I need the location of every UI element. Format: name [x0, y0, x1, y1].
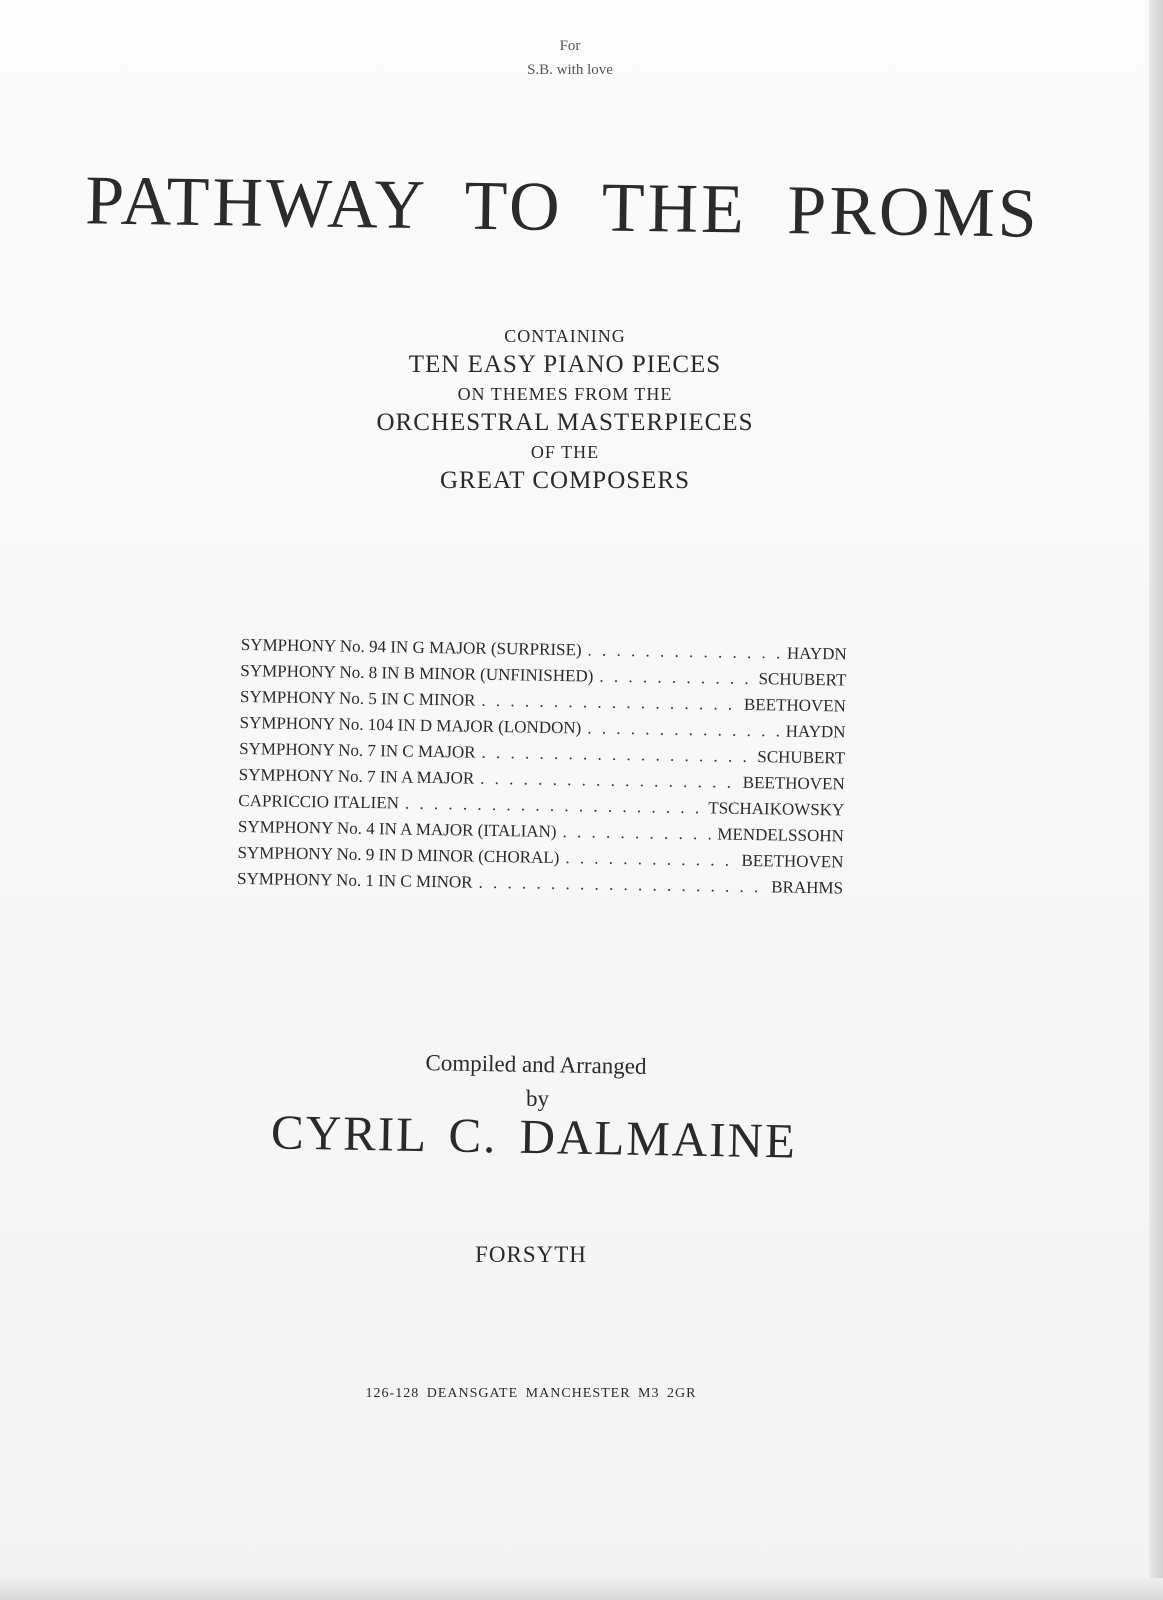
piece-title: SYMPHONY No. 7 IN C MAJOR — [239, 738, 476, 762]
dedication-line-2: S.B. with love — [527, 62, 613, 78]
piece-title: SYMPHONY No. 104 IN D MAJOR (LONDON) — [239, 712, 582, 738]
piece-composer: HAYDN — [786, 643, 847, 664]
contents-line-2: TEN EASY PIANO PIECES — [408, 351, 722, 378]
contents-line-3: ON THEMES FROM THE — [457, 384, 673, 404]
publisher-name: FORSYTH — [475, 1242, 587, 1267]
piece-title: SYMPHONY No. 4 IN A MAJOR (ITALIAN) — [237, 816, 557, 841]
contents-description — [0, 322, 1130, 496]
piece-title: SYMPHONY No. 94 IN G MAJOR (SURPRISE) — [240, 634, 582, 660]
piece-title: SYMPHONY No. 9 IN D MINOR (CHORAL) — [237, 842, 560, 868]
piece-composer: TSCHAIKOWSKY — [708, 798, 845, 820]
dot-leader — [478, 870, 765, 900]
piece-title: SYMPHONY No. 5 IN C MINOR — [239, 686, 476, 710]
piece-composer: MENDELSSOHN — [717, 824, 845, 846]
piece-composer: SCHUBERT — [757, 747, 846, 768]
by-line: by — [526, 1086, 549, 1111]
piece-title: SYMPHONY No. 7 IN A MAJOR — [238, 764, 475, 788]
compiled-line: Compiled and Arranged — [425, 1050, 647, 1079]
dot-leader — [565, 845, 735, 874]
contents-line-1: CONTAINING — [504, 326, 626, 346]
contents-line-4: ORCHESTRAL MASTERPIECES — [376, 409, 754, 436]
dot-leader — [587, 715, 780, 744]
dedication-line-1: For — [559, 38, 581, 54]
piece-title: SYMPHONY No. 1 IN C MINOR — [236, 868, 473, 892]
dedication — [0, 34, 1140, 82]
dot-leader — [480, 766, 737, 796]
piece-composer: BRAHMS — [771, 877, 844, 898]
dot-leader — [562, 819, 711, 847]
contents-line-6: GREAT COMPOSERS — [439, 467, 691, 494]
piece-composer: BEETHOVEN — [742, 772, 845, 794]
author-name: CYRIL C. DALMAINE — [270, 1104, 798, 1169]
piece-composer: SCHUBERT — [758, 669, 847, 690]
page-bottom-edge — [0, 1578, 1163, 1600]
dot-leader — [587, 637, 781, 666]
piece-composer: BEETHOVEN — [741, 850, 844, 872]
dot-leader — [481, 688, 738, 718]
piece-title: SYMPHONY No. 8 IN B MINOR (UNFINISHED) — [240, 660, 594, 686]
piece-composer: BEETHOVEN — [743, 694, 847, 716]
book-title: PATHWAY TO THE PROMS — [84, 162, 1041, 253]
piece-title: CAPRICCIO ITALIEN — [238, 790, 400, 813]
page-edge-shadow — [1149, 0, 1163, 1600]
piece-composer: HAYDN — [785, 721, 846, 742]
piece-list — [237, 632, 847, 901]
publisher-address: 126-128 DEANSGATE MANCHESTER M3 2GR — [365, 1386, 697, 1401]
dot-leader — [599, 664, 753, 692]
contents-line-5: OF THE — [530, 442, 600, 462]
